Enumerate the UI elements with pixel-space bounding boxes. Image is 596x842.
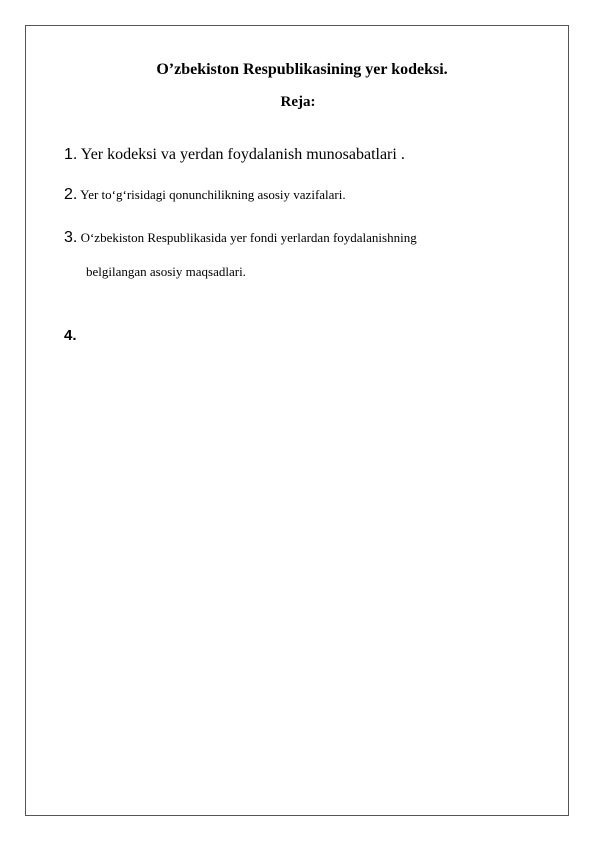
document-title: O’zbekiston Respublikasining yer kodeksi. <box>156 61 448 78</box>
plan-item-text: O‘zbekiston Respublikasida yer fondi yerlardan foydalanishning <box>80 230 417 245</box>
plan-item-text: Yer to‘g‘risidagi qonunchilikning asosiy vazifalari. <box>80 187 346 202</box>
plan-item-text: Yer kodeksi va yerdan foydalanish munosabatlari . <box>80 146 405 163</box>
plan-item-3-continuation: belgilangan asosiy maqsadlari. <box>86 264 246 279</box>
plan-item-number: 3. <box>64 229 78 246</box>
plan-item-number: 1. <box>64 146 78 163</box>
plan-item-number: 4. <box>64 327 77 344</box>
plan-item-3 <box>64 227 417 249</box>
plan-item-1 <box>64 144 405 166</box>
plan-item-number: 2. <box>64 186 78 203</box>
plan-item-4 <box>64 326 77 346</box>
plan-item-2 <box>64 184 346 206</box>
plan-heading: Reja: <box>280 94 316 110</box>
